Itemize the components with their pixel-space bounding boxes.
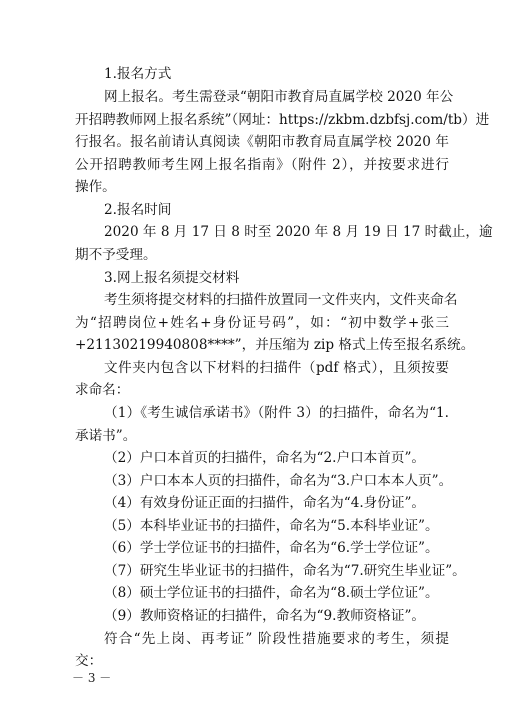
paragraph-line: 为“招聘岗位+姓名+身份证号码”，如：“初中数学+张三	[75, 315, 449, 331]
paragraph-line: 2020 年 8 月 17 日 8 时至 2020 年 8 月 19 日 17 时截止，逾	[104, 224, 493, 240]
paragraph-line: 求命名：	[75, 382, 130, 398]
paragraph-line: 网上报名。考生需登录“朝阳市教育局直属学校 2020 年公	[104, 89, 454, 105]
paragraph-line: 开招聘教师网上报名系统”（网址：https://zkbm.dzbfsj.com/tb）进	[75, 112, 490, 128]
paragraph-line: 文件夹内包含以下材料的扫描件（pdf 格式），且须按要	[104, 360, 449, 376]
list-item: （1）《考生诚信承诺书》（附件 3）的扫描件，命名为“1.	[104, 405, 449, 421]
list-item: （4）有效身份证正面的扫描件，命名为“4.身份证”。	[104, 495, 425, 511]
heading-2: 2.报名时间	[104, 202, 172, 218]
list-item: （9）教师资格证的扫描件，命名为“9.教师资格证”。	[104, 608, 425, 624]
paragraph-line: 考生须将提交材料的扫描件放置同一文件夹内，文件夹命名	[104, 292, 458, 308]
heading-1: 1.报名方式	[104, 66, 172, 82]
list-item: （6）学士学位证书的扫描件，命名为“6.学士学位证”。	[104, 540, 439, 556]
page-number: － 3 －	[72, 671, 112, 685]
paragraph-line: 符合“先上岗、再考证” 阶段性措施要求的考生，须提	[104, 631, 449, 647]
list-item: （2）户口本首页的扫描件，命名为“2.户口本首页”。	[104, 450, 425, 466]
heading-3: 3.网上报名须提交材料	[104, 270, 240, 286]
paragraph-line: 行报名。报名前请认真阅读《朝阳市教育局直属学校 2020 年	[75, 134, 449, 150]
paragraph-line: 操作。	[75, 179, 116, 195]
paragraph-line: 交：	[75, 653, 103, 669]
list-item: （5）本科毕业证书的扫描件，命名为“5.本科毕业证”。	[104, 518, 439, 534]
paragraph-line: 公开招聘教师考生网上报名指南》（附件 2），并按要求进行	[75, 157, 449, 173]
list-item-continuation: 承诺书”。	[75, 428, 137, 444]
paragraph-line: 期不予受理。	[75, 247, 157, 263]
list-item: （8）硕士学位证书的扫描件，命名为“8.硕士学位证”。	[104, 585, 439, 601]
paragraph-line: +21130219940808****”，并压缩为 zip 格式上传至报名系统。	[75, 337, 475, 353]
list-item: （7）研究生毕业证书的扫描件，命名为“7.研究生毕业证”。	[104, 563, 466, 579]
list-item: （3）户口本本人页的扫描件，命名为“3.户口本本人页”。	[104, 473, 453, 489]
